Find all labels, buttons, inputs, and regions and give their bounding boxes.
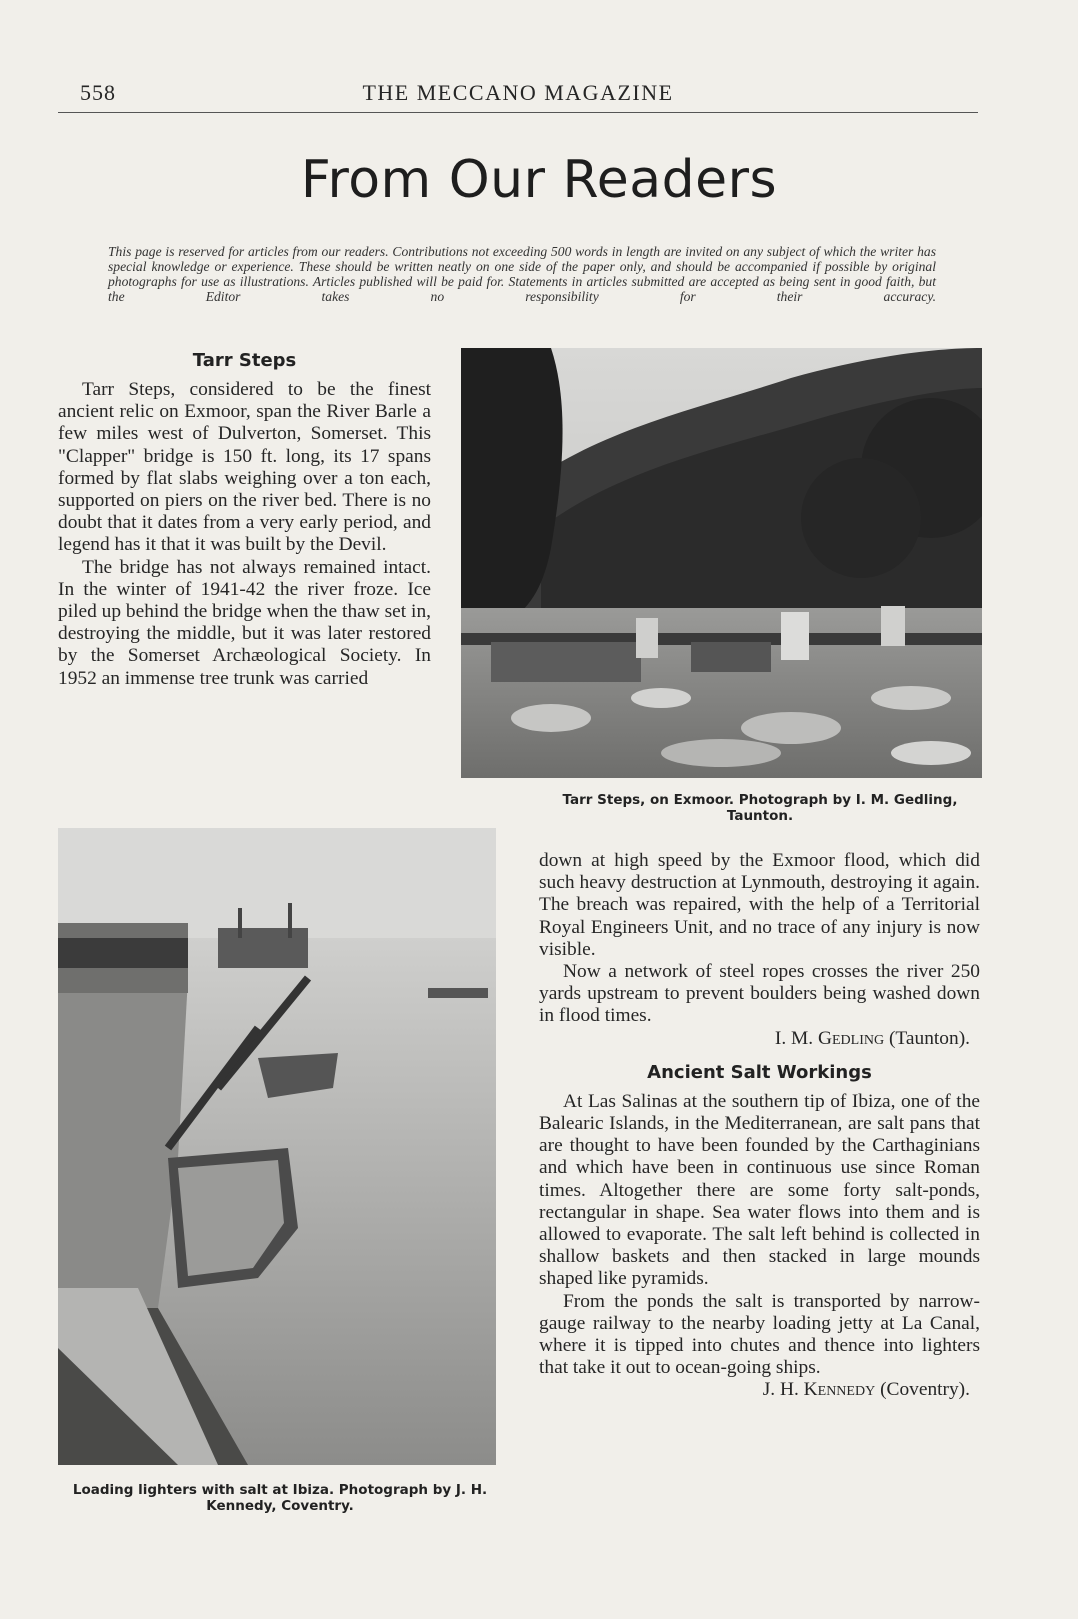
photo-caption-tarr-steps: Tarr Steps, on Exmoor. Photograph by I. M. Gedling, Taunton. — [562, 792, 958, 824]
article-paragraph: Tarr Steps, considered to be the finest ancient relic on Exmoor, span the River Barle a few miles west of Dulverton, Somerset. This "Clapper" bridge is 150 ft. long, its 17 spans formed by flat slabs weighing over a ton each, supported on piers on the river bed. There is no doubt that it dates from a very early period, and legend has it that it was built by the Devil. — [58, 379, 431, 556]
author-place: (Coventry). — [880, 1379, 970, 1401]
article-paragraph: down at high speed by the Exmoor flood, which did such heavy destruction at Lynmouth, destroying it again. The breach was repaired, with the help of a Territorial Royal Engineers Unit, and no trace of any injury is now visible. — [539, 850, 980, 960]
intro-note: This page is reserved for articles from our readers. Contributions not exceeding 500 words in length are invited on any subject of which the writer has special knowledge or experience. These should be written neatly on one side of the paper only, and should be accompanied if possible by original photographs for use as illustrations. Articles published will be paid for. Statements in articles submitted are accepted as being sent in good faith, but the Editor takes no responsibility for their accuracy. — [108, 243, 936, 304]
tarr-steps-photo — [461, 348, 982, 778]
article-paragraph: From the ponds the salt is transported by narrow-gauge railway to the nearby loading jetty at La Canal, where it is tipped into chutes and thence into lighters that take it out to ocean-going ships. — [539, 1290, 980, 1379]
right-column — [539, 850, 980, 1402]
ibiza-lighters-photo — [58, 828, 496, 1465]
author-signature-gedling — [539, 1028, 970, 1050]
magazine-title: THE MECCANO MAGAZINE — [362, 80, 674, 105]
page-number: 558 — [80, 80, 116, 105]
author-name: I. M. Gedling — [774, 1027, 885, 1049]
header-rule — [58, 112, 978, 113]
tarr-steps-article — [58, 350, 431, 690]
article-heading-salt-workings: Ancient Salt Workings — [647, 1061, 872, 1083]
author-place: (Taunton). — [888, 1027, 970, 1049]
author-signature-kennedy — [539, 1379, 970, 1401]
article-paragraph: At Las Salinas at the southern tip of Ibiza, one of the Balearic Islands, in the Mediterranean, are salt pans that are thought to have been founded by the Carthaginians and which have been in continuous use since Roman times. Altogether there are some forty salt-ponds, rectangular in shape. Sea water flows into them and is allowed to evaporate. The salt left behind is collected in shallow baskets and then stacked in large mounds shaped like pyramids. — [539, 1090, 980, 1290]
page-header — [58, 76, 978, 116]
article-paragraph: Now a network of steel ropes crosses the river 250 yards upstream to prevent boulders being washed down in flood times. — [539, 961, 980, 1027]
photo-caption-ibiza: Loading lighters with salt at Ibiza. Photograph by J. H. Kennedy, Coventry. — [72, 1482, 488, 1514]
author-name: J. H. Kennedy — [762, 1379, 876, 1401]
page-title: From Our Readers — [300, 150, 778, 210]
article-paragraph: The bridge has not always remained intact. In the winter of 1941-42 the river froze. Ice piled up behind the bridge when the thaw set in, destroying the middle, but it was later restored by the Somerset Archæological Society. In 1952 an immense tree trunk was carried — [58, 556, 431, 689]
article-heading-tarr-steps: Tarr Steps — [192, 350, 297, 371]
